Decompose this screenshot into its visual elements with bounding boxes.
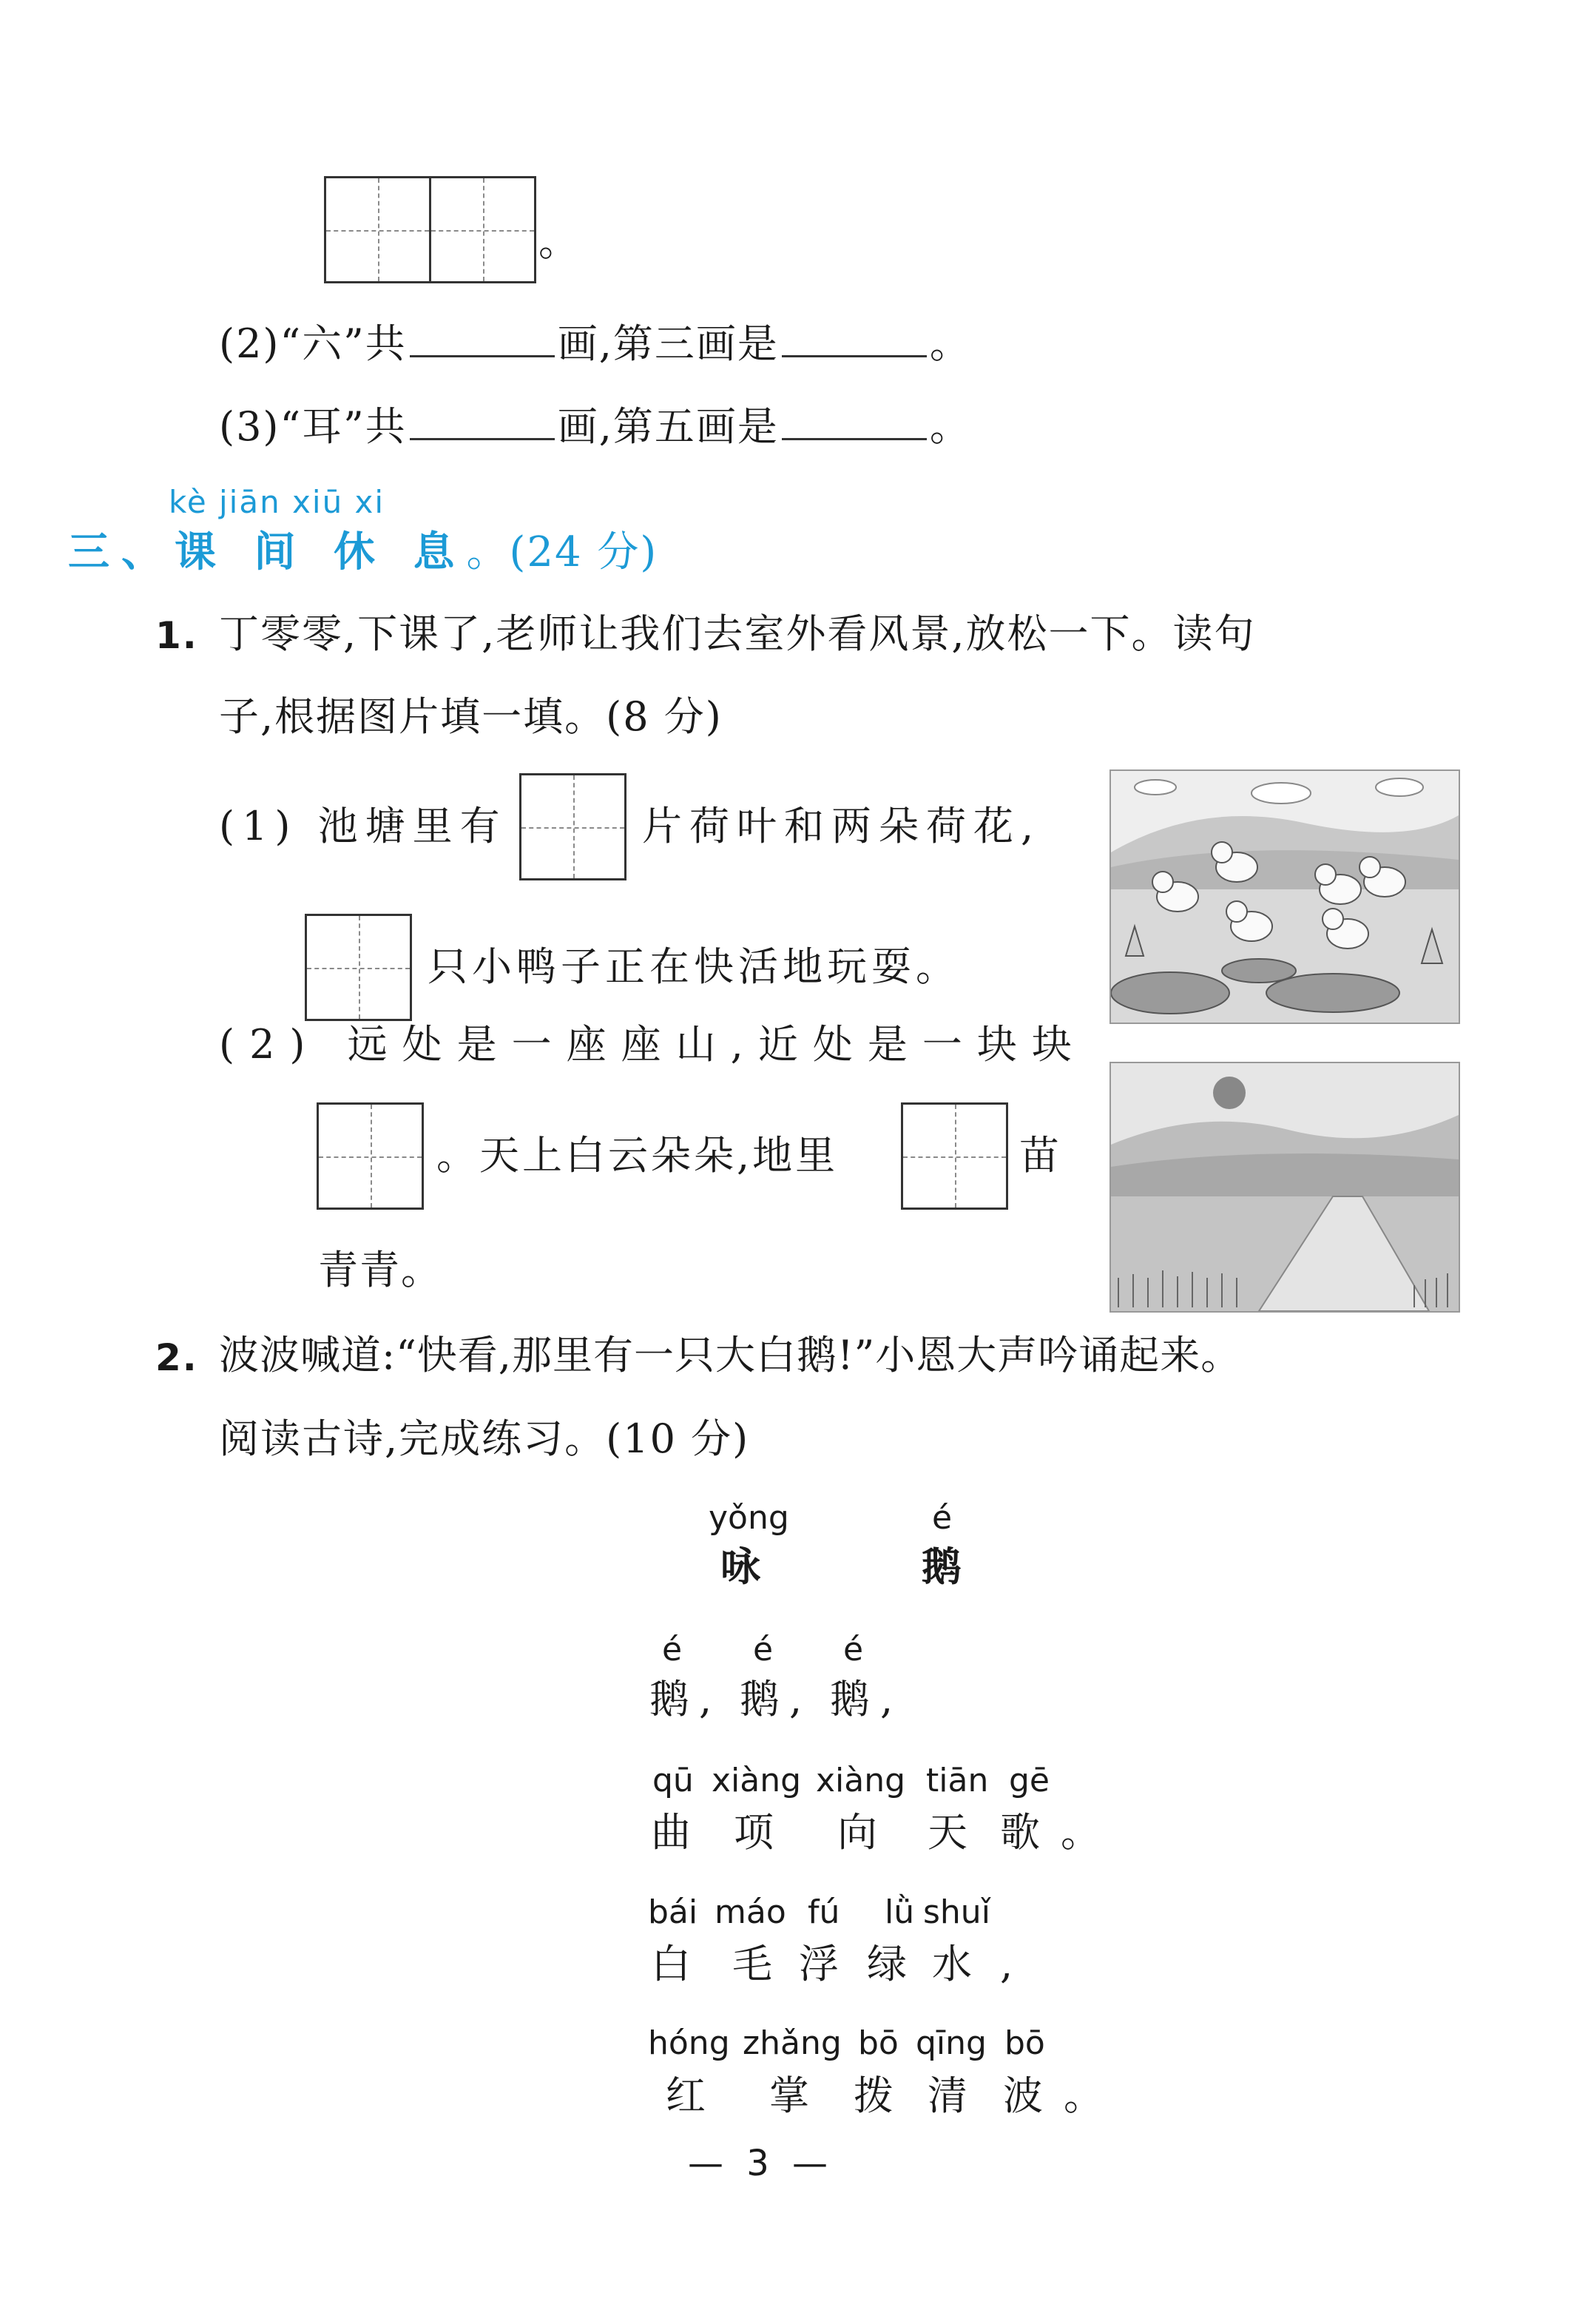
- question-2-text-a: (2)“六”共: [219, 320, 407, 367]
- poem-char: 。: [1064, 2072, 1104, 2119]
- section-3-score: 。(24 分): [466, 528, 658, 576]
- poem-pinyin: bō: [858, 2024, 899, 2062]
- page-number: — 3 —: [688, 2143, 834, 2184]
- item-2-line-2: 阅读古诗,完成练习。(10 分): [219, 1415, 750, 1462]
- item-1-sub-1-b: 片荷叶和两朵荷花,: [642, 803, 1041, 849]
- question-3-end: 。: [929, 403, 971, 450]
- answer-blank[interactable]: [410, 434, 555, 440]
- poem-pinyin: bái: [648, 1893, 698, 1931]
- section-3-heading: [68, 528, 658, 576]
- answer-blank[interactable]: [782, 434, 927, 440]
- poem-title-char-2: 鹅: [922, 1543, 962, 1590]
- section-3-pinyin: kè jiān xiū xi: [169, 484, 385, 520]
- poem-char: 拨: [854, 2072, 894, 2119]
- poem-char: 绿: [867, 1941, 907, 1987]
- mountain-field-image: [1111, 1063, 1459, 1311]
- poem-char: 天: [928, 1809, 967, 1856]
- item-1-sub-2-c: 苗: [1019, 1132, 1061, 1179]
- poem-char: 鹅: [649, 1676, 689, 1722]
- question-2-end: 。: [929, 320, 971, 367]
- poem-pinyin: é: [843, 1631, 864, 1668]
- item-1-sub-1-c: 只小鸭子正在快活地玩耍。: [428, 943, 960, 990]
- poem-char: 水: [932, 1941, 972, 1987]
- poem-char: 歌: [1000, 1809, 1040, 1856]
- writing-grid-ducks[interactable]: [305, 914, 412, 1021]
- item-1-number: 1.: [155, 614, 198, 657]
- poem-pinyin: qīng: [916, 2024, 987, 2062]
- top-period: 。: [538, 218, 580, 265]
- poem-char: 波: [1003, 2072, 1043, 2119]
- poem-pinyin: xiàng: [816, 1762, 906, 1799]
- pond-illustration: [1109, 769, 1460, 1024]
- poem-char: 鹅: [830, 1676, 870, 1722]
- question-2-line: [219, 320, 971, 367]
- question-3-line: [219, 403, 971, 450]
- writing-grid-field[interactable]: [317, 1102, 424, 1210]
- writing-grid-lotus-leaves[interactable]: [519, 773, 626, 880]
- item-1-sub-2-b: 。天上白云朵朵,地里: [436, 1132, 839, 1179]
- poem-pinyin: qū: [652, 1762, 694, 1799]
- field-illustration: [1109, 1062, 1460, 1313]
- poem-pinyin: fú: [808, 1893, 840, 1931]
- poem-pinyin: zhǎng: [743, 2024, 842, 2062]
- item-2-line-1: 波波喊道:“快看,那里有一只大白鹅!”小恩大声吟诵起来。: [219, 1332, 1242, 1378]
- poem-char: 清: [928, 2072, 967, 2119]
- poem-pinyin: é: [753, 1631, 774, 1668]
- poem-char: 向: [837, 1809, 877, 1856]
- poem-char: ,: [1000, 1941, 1013, 1987]
- poem-pinyin: tiān: [926, 1762, 989, 1799]
- poem-char: 。: [1061, 1809, 1101, 1856]
- poem-char: 浮: [799, 1941, 839, 1987]
- poem-pinyin: bō: [1004, 2024, 1045, 2062]
- poem-char: 曲: [651, 1809, 691, 1856]
- section-3-title: 三、课 间 休 息: [68, 528, 467, 576]
- answer-blank[interactable]: [410, 351, 555, 357]
- question-3-text-a: (3)“耳”共: [219, 403, 407, 450]
- poem-pinyin: é: [662, 1631, 683, 1668]
- item-1-sub-1-a: (1) 池塘里有: [219, 803, 507, 849]
- poem-char: 掌: [769, 2072, 809, 2119]
- item-1-line-2: 子,根据图片填一填。(8 分): [219, 693, 723, 740]
- writing-grid-top-2[interactable]: [429, 176, 536, 283]
- poem-title-pinyin-2: é: [932, 1499, 953, 1537]
- poem-char: ,: [699, 1676, 712, 1722]
- poem-pinyin: lǜ: [885, 1893, 915, 1931]
- writing-grid-top-1[interactable]: [324, 176, 431, 283]
- poem-pinyin: gē: [1009, 1762, 1050, 1799]
- item-1-sub-2-a: (2) 远处是一座座山,近处是一块块: [219, 1021, 1087, 1068]
- poem-char: 毛: [732, 1941, 772, 1987]
- poem-char: 鹅: [740, 1676, 780, 1722]
- answer-blank[interactable]: [782, 351, 927, 357]
- poem-char: 白: [651, 1941, 691, 1987]
- writing-grid-seedling[interactable]: [901, 1102, 1008, 1210]
- poem-char: ,: [880, 1676, 894, 1722]
- question-3-text-b: 画,第五画是: [557, 403, 779, 450]
- poem-pinyin: xiàng: [712, 1762, 802, 1799]
- question-2-text-b: 画,第三画是: [557, 320, 779, 367]
- poem-char: ,: [789, 1676, 803, 1722]
- poem-title-pinyin-1: yǒng: [709, 1499, 789, 1537]
- poem-char: 红: [666, 2072, 706, 2119]
- poem-pinyin: hóng: [648, 2024, 730, 2062]
- poem-title-char-1: 咏: [720, 1543, 760, 1590]
- pond-ducks-image: [1111, 771, 1459, 1023]
- poem-pinyin: shuǐ: [923, 1893, 990, 1931]
- item-1-line-1: 丁零零,下课了,老师让我们去室外看风景,放松一下。读句: [219, 610, 1256, 657]
- poem-char: 项: [734, 1809, 774, 1856]
- item-1-sub-2-d: 青青。: [318, 1247, 442, 1293]
- poem-pinyin: máo: [715, 1893, 786, 1931]
- item-2-number: 2.: [155, 1336, 198, 1379]
